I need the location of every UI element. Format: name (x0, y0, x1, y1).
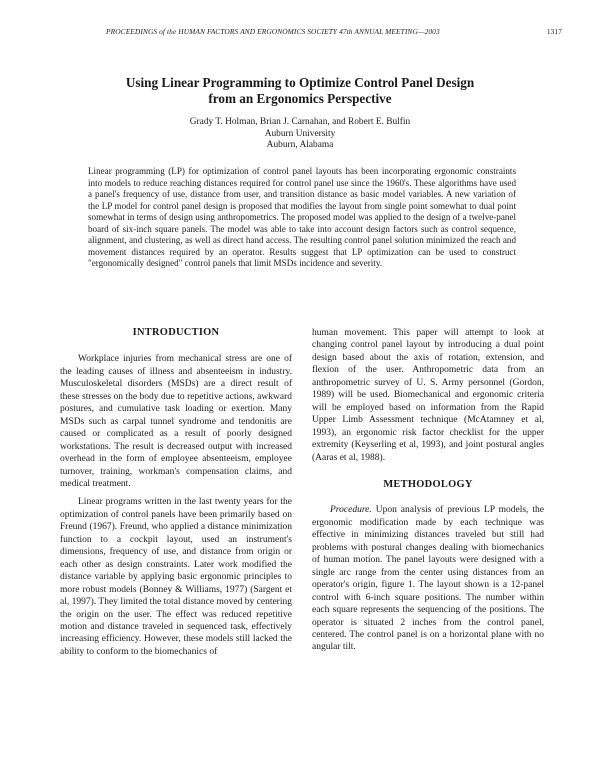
procedure-lead: Procedure. (330, 505, 372, 516)
title-line-1: Using Linear Programming to Optimize Control Panel Design (125, 75, 475, 90)
abstract: Linear programming (LP) for optimization of control panel layouts has been incorporating ergonomic constraints into models to reduce reaching distances required for control panel use since the 1960's. These algorithms have used a panel's frequency of use, distance from user, and transition distance as basic model variables. A new variation of the LP model for control panel design is proposed that modifies the layout from single point somewhat to dual point somewhat in terms of design using anthropometrics. The proposed model was applied to the design of a twelve-panel board of six-inch square panels. The model was able to take into account design factors such as control sequence, alignment, and clustering, as well as direct hand access. The resulting control panel solution minimized the reach and movement distances required by an operator. Results suggest that LP optimization can be used to construct "ergonomically designed" control panels that limit MSDs incidence and severity. (88, 166, 516, 269)
page-number: 1317 (546, 27, 562, 36)
introduction-paragraph: Linear programs written in the last twenty years for the optimization of control panels have been primarily based on Freund (1967). Freund, who applied a distance minimization function to a cockpit layout, used an instrument's dimensions, frequency of use, and distance from origin or each other as design constraints. Later work modified the distance variable by applying basic ergonomic principles to more robust models (Bonney & Williams, 1977) (Sargent et al, 1997). They limited the total distance moved by centering the origin on the user. The effect was reduced repetitive motion and distance traveled in sequenced task, effectively increasing efficiency. However, these models still lacked the ability to conform to the biomechanics of (60, 497, 292, 657)
introduction-paragraph: Workplace injuries from mechanical stress are one of the leading causes of illness and absenteeism in industry. Musculoskeletal disorders (MSDs) are a direct result of these stresses on the body due to repetitive actions, awkward postures, and cumulative task loading or exertion. Many MSDs such as carpal tunnel syndrome and tendonitis are caused or complicated as a result of poorly designed workstations. The result is decreased output with increased overhead in the form of employee absenteeism, employee turnover, training, workman's compensation claims, and medical treatment. (60, 354, 292, 489)
introduction-heading: INTRODUCTION (132, 327, 220, 338)
left-column (60, 327, 292, 658)
methodology-paragraph (312, 504, 544, 653)
running-head: PROCEEDINGS of the HUMAN FACTORS AND ERGONOMICS SOCIETY 47th ANNUAL MEETING—2003 (106, 27, 440, 36)
methodology-heading: METHODOLOGY (383, 478, 473, 490)
author-block (60, 117, 540, 152)
introduction-continuation: human movement. This paper will attempt to look at changing control panel layout by introducing a dual point design based about the axis of rotation, extension, and flexion of the user. Anthropometric data from an anthropometric survey of U. S. Army personnel (Gordon, 1989) will be used. Biomechanical and ergonomic criteria will be employed based on information from the Rapid Upper Limb Assessment technique (McAtamney et al, 1993), an ergonomic risk factor checklist for the upper extremity (Keyserling et al, 1993), and joint postural angles (Aaras et al, 1988). (312, 328, 544, 463)
author-names: Grady T. Holman, Brian J. Carnahan, and Robert E. Bulfin (189, 117, 411, 127)
paper-title (60, 75, 540, 107)
methodology-text: Upon analysis of previous LP models, the ergonomic modification made by each technique was effective in minimizing distances traveled but still had problems with postural changes dealing with biomechanics of human motion. The panel layouts were designed with a single arc range from the center using distances from an operator's origin, figure 1. The layout shown is a 12-panel control with 6-inch square positions. The number within each square represents the sequencing of the positions. The operator is situated 2 inches from the control panel, centered. The control panel is on a horizontal plane with no angular tilt. (312, 505, 544, 653)
title-line-2: from an Ergonomics Perspective (208, 91, 392, 106)
author-location: Auburn, Alabama (266, 140, 334, 150)
right-column (312, 327, 544, 654)
author-affiliation: Auburn University (264, 128, 336, 139)
